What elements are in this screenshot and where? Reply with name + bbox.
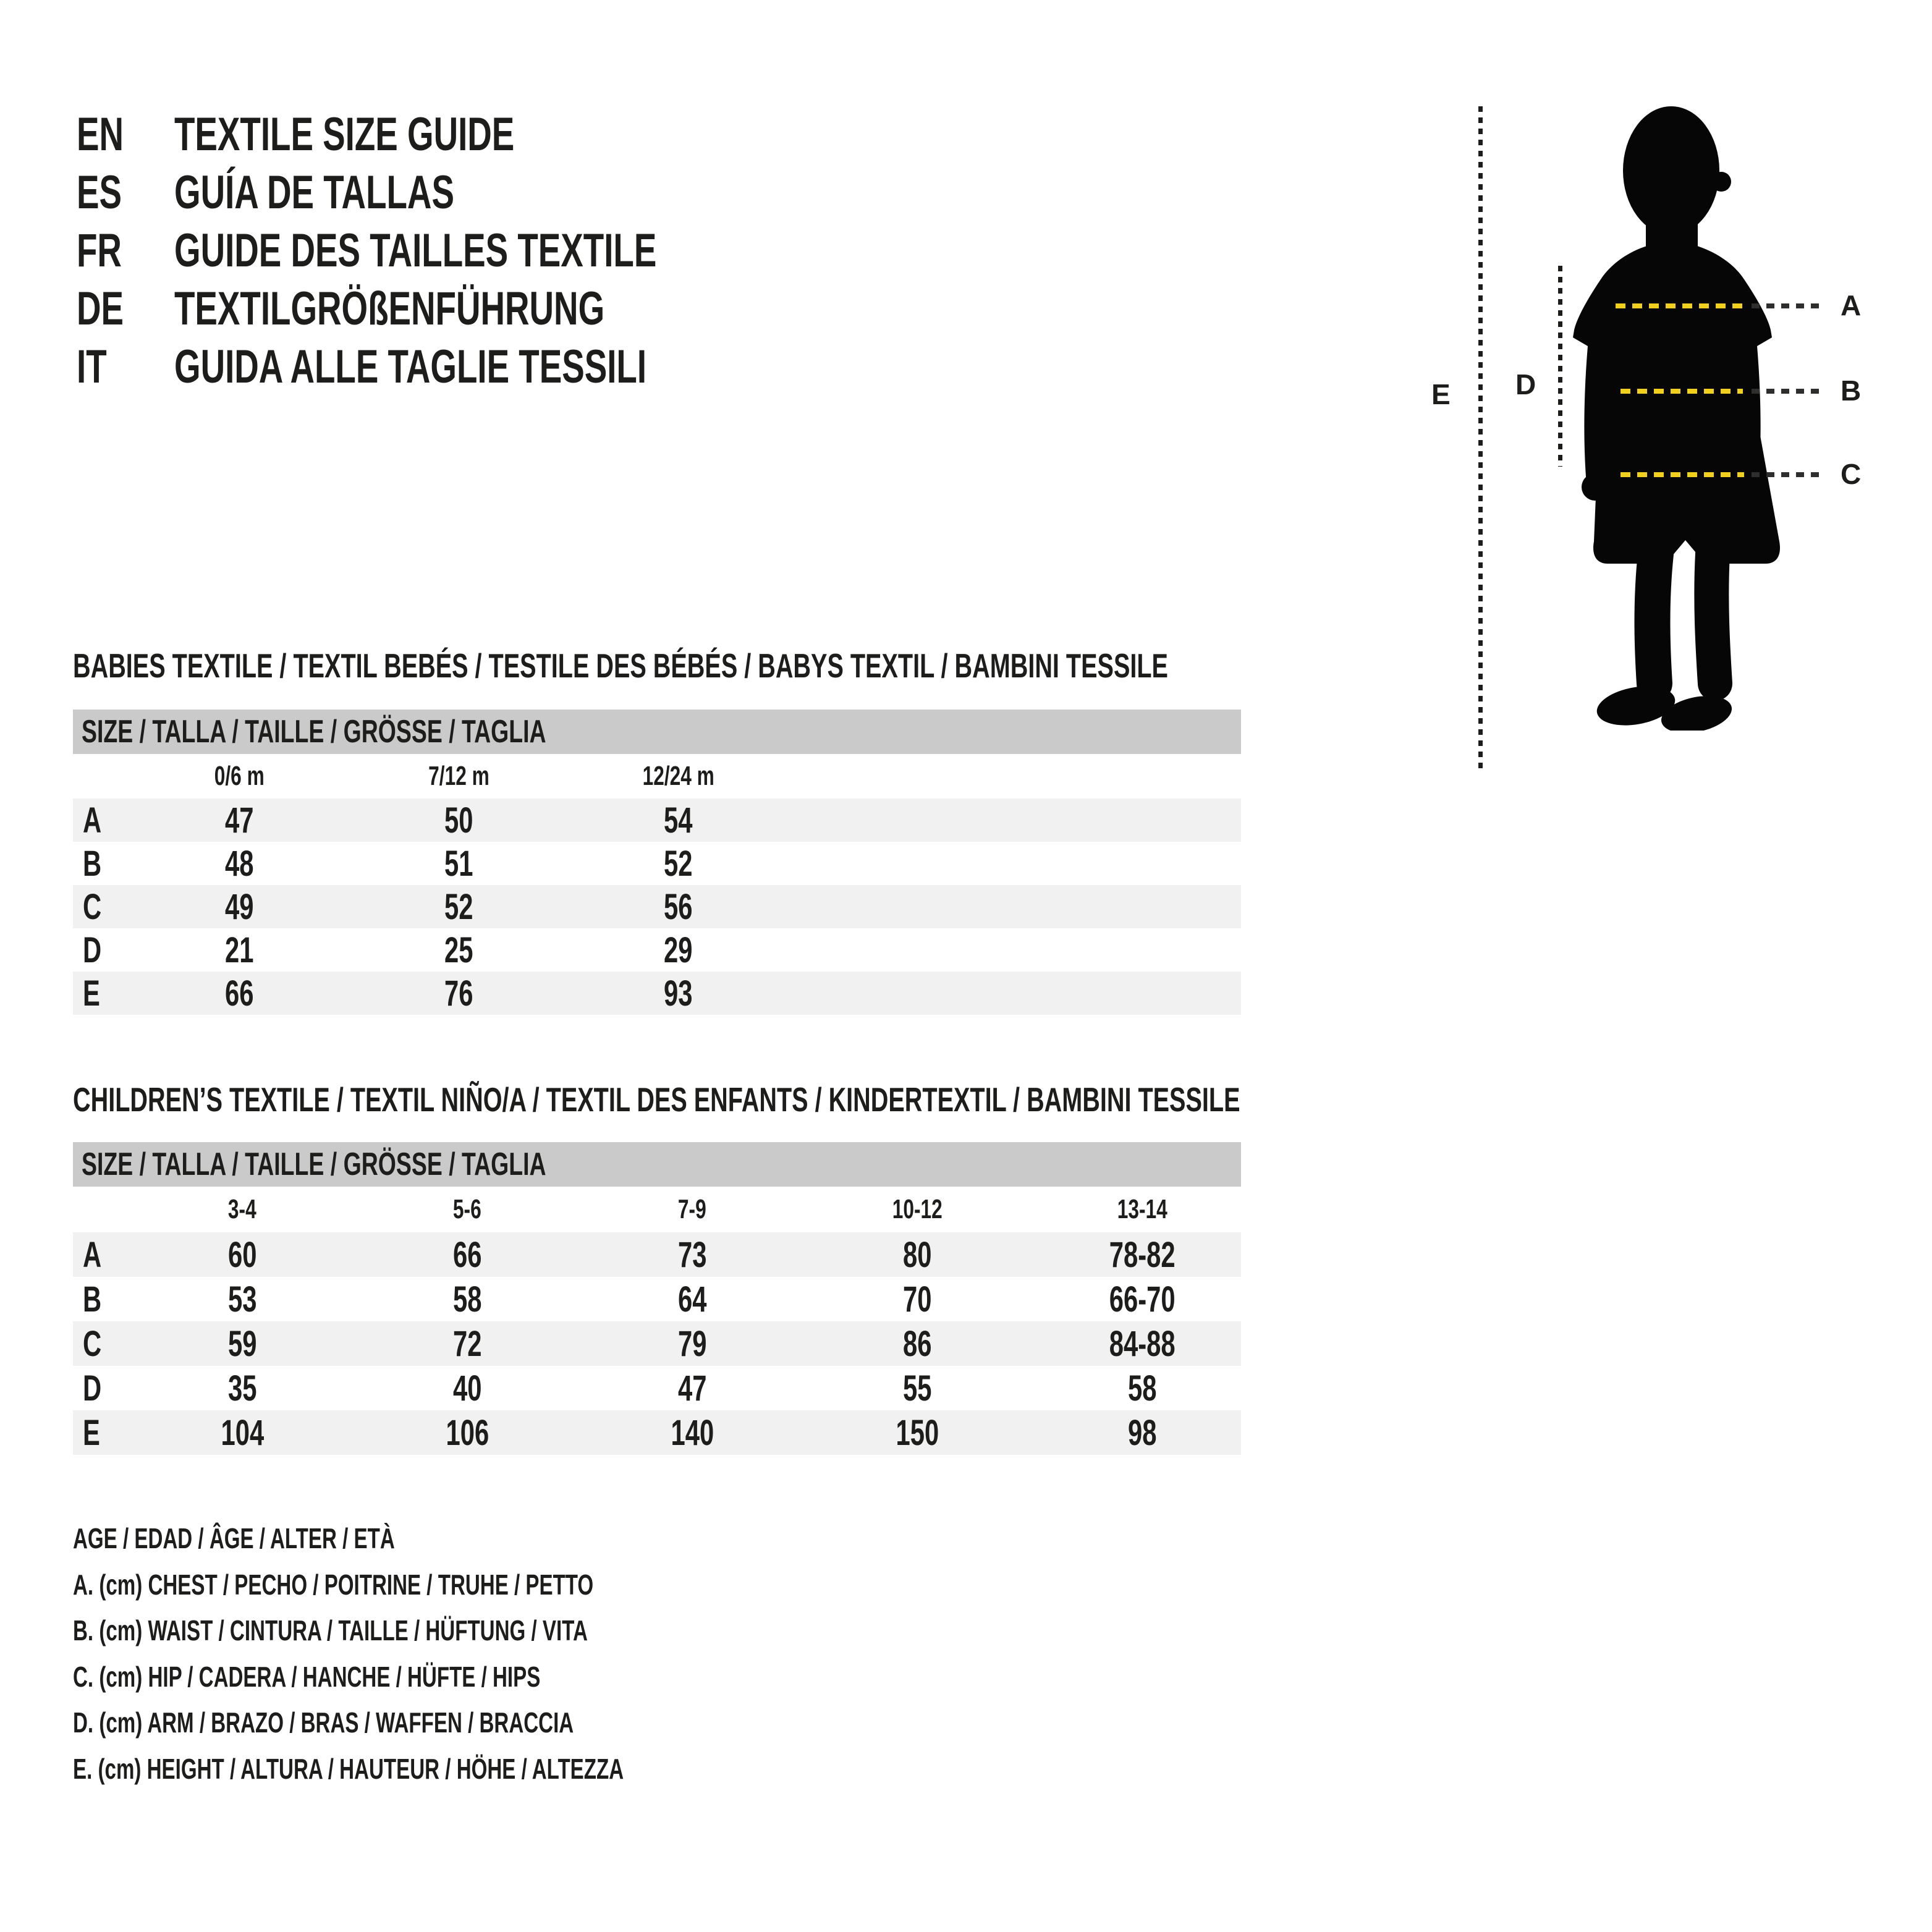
figure-label-B: B <box>1841 375 1862 407</box>
language-code: ES <box>77 166 122 219</box>
babies-section-title: BABIES TEXTILE / TEXTIL BEBÉS / TESTILE DES BÉBÉS / BABYS TEXTIL / BAMBINI TESSILE <box>73 646 1168 685</box>
figure-label-A: A <box>1841 289 1862 321</box>
cell: 60 <box>227 1234 257 1275</box>
row-label: D <box>83 1368 102 1409</box>
language-code: IT <box>77 340 107 393</box>
guide-title-de: TEXTILGRÖßENFÜHRUNG <box>174 282 605 335</box>
language-row-it <box>77 337 844 396</box>
cell: 140 <box>671 1412 714 1453</box>
legend-line-height: E. (cm) HEIGHT / ALTURA / HAUTEUR / HÖHE / ALTEZZA <box>73 1752 624 1785</box>
row-label: E <box>83 973 100 1014</box>
row-label: B <box>83 843 102 884</box>
row-label: A <box>83 800 102 841</box>
cell: 73 <box>677 1234 707 1275</box>
cell: 78-82 <box>1109 1234 1176 1275</box>
guide-title-it: GUIDA ALLE TAGLIE TESSILI <box>174 340 647 393</box>
table-row <box>73 1366 1241 1410</box>
figure-label-C: C <box>1841 458 1862 490</box>
guide-title-fr: GUIDE DES TAILLES TEXTILE <box>174 224 657 277</box>
babies-table-header-bar: SIZE / TALLA / TAILLE / GRÖSSE / TAGLIA <box>73 710 1241 754</box>
table-row <box>73 1277 1241 1321</box>
figure-label-D: D <box>1515 368 1536 400</box>
cell: 98 <box>1127 1412 1157 1453</box>
hip-measure-line-C <box>1621 472 1744 477</box>
language-row-de <box>77 279 844 337</box>
cell: 48 <box>225 843 254 884</box>
table-row <box>73 885 1241 928</box>
table-row <box>73 972 1241 1015</box>
legend-line-hip: C. (cm) HIP / CADERA / HANCHE / HÜFTE / HIPS <box>73 1660 541 1693</box>
cell: 47 <box>677 1368 707 1409</box>
cell: 47 <box>225 800 254 841</box>
cell: 64 <box>677 1279 707 1320</box>
cell: 66-70 <box>1109 1279 1176 1320</box>
legend-line-waist: B. (cm) WAIST / CINTURA / TAILLE / HÜFTUNG / VITA <box>73 1614 588 1647</box>
language-code: EN <box>77 108 124 161</box>
row-label: B <box>83 1279 102 1320</box>
cell: 86 <box>902 1323 932 1364</box>
hip-leader-line-C <box>1752 472 1822 477</box>
row-label: C <box>83 886 102 927</box>
table-row <box>73 1321 1241 1366</box>
cell: 54 <box>664 800 693 841</box>
children-table-header-bar: SIZE / TALLA / TAILLE / GRÖSSE / TAGLIA <box>73 1142 1241 1187</box>
column-header: 12/24 m <box>642 761 714 791</box>
language-code: FR <box>77 224 122 277</box>
table-row <box>73 799 1241 842</box>
cell: 29 <box>664 930 693 970</box>
cell: 80 <box>902 1234 932 1275</box>
legend-line-chest: A. (cm) CHEST / PECHO / POITRINE / TRUHE / PETTO <box>73 1568 594 1601</box>
legend-line-arm: D. (cm) ARM / BRAZO / BRAS / WAFFEN / BRACCIA <box>73 1706 574 1739</box>
cell: 104 <box>221 1412 264 1453</box>
language-title-list <box>77 105 844 396</box>
row-label: A <box>83 1234 102 1275</box>
cell: 21 <box>225 930 254 970</box>
child-silhouette <box>1548 106 1814 731</box>
cell: 66 <box>452 1234 482 1275</box>
row-label: C <box>83 1323 102 1364</box>
cell: 106 <box>446 1412 489 1453</box>
cell: 59 <box>227 1323 257 1364</box>
cell: 56 <box>664 886 693 927</box>
legend-line-age: AGE / EDAD / ÂGE / ALTER / ETÀ <box>73 1522 395 1554</box>
guide-title-en: TEXTILE SIZE GUIDE <box>174 108 515 161</box>
cell: 76 <box>444 973 473 1014</box>
cell: 84-88 <box>1109 1323 1176 1364</box>
chest-measure-line-A <box>1616 303 1744 308</box>
cell: 58 <box>1127 1368 1157 1409</box>
column-header: 0/6 m <box>214 761 265 791</box>
babies-column-header-row <box>73 754 1241 799</box>
chest-leader-line-A <box>1752 303 1822 308</box>
column-header: 10-12 <box>892 1194 943 1224</box>
cell: 72 <box>452 1323 482 1364</box>
row-label: E <box>83 1412 100 1453</box>
table-row <box>73 842 1241 885</box>
cell: 52 <box>664 843 693 884</box>
language-code: DE <box>77 282 124 335</box>
cell: 35 <box>227 1368 257 1409</box>
cell: 25 <box>444 930 473 970</box>
cell: 55 <box>902 1368 932 1409</box>
waist-measure-line-B <box>1621 389 1743 394</box>
row-label: D <box>83 930 102 970</box>
column-header: 7-9 <box>678 1194 706 1224</box>
cell: 150 <box>896 1412 939 1453</box>
table-row <box>73 1232 1241 1277</box>
guide-title-es: GUÍA DE TALLAS <box>174 166 454 219</box>
cell: 79 <box>677 1323 707 1364</box>
language-row-fr <box>77 221 844 279</box>
children-section-title: CHILDREN’S TEXTILE / TEXTIL NIÑO/A / TEXTIL DES ENFANTS / KINDERTEXTIL / BAMBINI TESSILE <box>73 1080 1240 1119</box>
table-row <box>73 928 1241 972</box>
cell: 49 <box>225 886 254 927</box>
cell: 40 <box>452 1368 482 1409</box>
column-header: 7/12 m <box>428 761 489 791</box>
cell: 51 <box>444 843 473 884</box>
cell: 66 <box>225 973 254 1014</box>
cell: 53 <box>227 1279 257 1320</box>
table-row <box>73 1410 1241 1455</box>
language-row-en <box>77 105 844 163</box>
column-header: 5-6 <box>453 1194 481 1224</box>
measurement-legend <box>73 1515 838 1792</box>
cell: 50 <box>444 800 473 841</box>
language-row-es <box>77 163 844 221</box>
cell: 93 <box>664 973 693 1014</box>
cell: 52 <box>444 886 473 927</box>
cell: 58 <box>452 1279 482 1320</box>
waist-leader-line-B <box>1752 389 1822 394</box>
cell: 70 <box>902 1279 932 1320</box>
column-header: 13-14 <box>1117 1194 1167 1224</box>
figure-label-E: E <box>1431 378 1451 410</box>
column-header: 3-4 <box>228 1194 256 1224</box>
children-column-header-row <box>73 1187 1241 1232</box>
